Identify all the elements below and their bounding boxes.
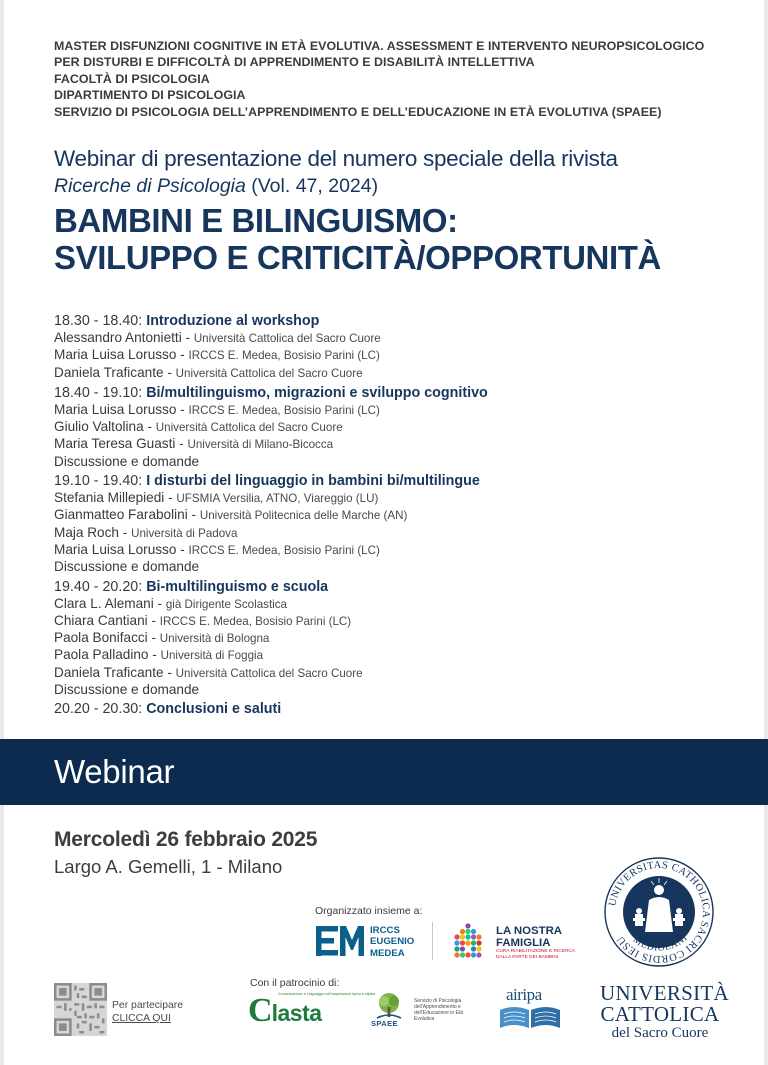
header-faculty: FACOLTÀ DI PSICOLOGIA <box>54 71 210 86</box>
speaker-separator: - <box>164 490 177 506</box>
speaker-name: Maria Teresa Guasti <box>54 436 176 452</box>
clasta-rest: lasta <box>271 1000 322 1026</box>
nostra-famiglia-tagline-1: CURA RIABILITAZIONE E RICERCA <box>496 949 576 954</box>
speaker-name: Paola Palladino <box>54 647 149 663</box>
speaker-name: Giulio Valtolina <box>54 419 144 435</box>
spaee-description: Servizio di Psicologia dell'Apprendimento e dell'Educazione in Età Evolutiva <box>414 998 464 1023</box>
header-master-line-2: PER DISTURBI E DIFFICOLTÀ DI APPRENDIMENTO E DISABILITÀ INTELLETTIVA <box>54 55 535 70</box>
session-time: 20.20 - 20.30: <box>54 701 147 718</box>
speaker-row <box>54 542 694 559</box>
nostra-famiglia-logo <box>448 922 576 962</box>
header-master-line-1: MASTER DISFUNZIONI COGNITIVE IN ETÀ EVOLUTIVA. ASSESSMENT E INTERVENTO NEUROPSICOLOGICO <box>54 39 705 53</box>
spaee-logo <box>371 992 491 1028</box>
program-session <box>54 313 694 382</box>
speaker-name: Chiara Cantiani <box>54 612 148 628</box>
speaker-row <box>54 330 694 347</box>
speaker-separator: - <box>176 347 189 363</box>
page-edge-left <box>0 0 4 1065</box>
speaker-name: Daniela Traficante <box>54 364 164 380</box>
speaker-affiliation: Università Cattolica del Sacro Cuore <box>175 366 363 380</box>
medea-logo <box>316 924 426 960</box>
medea-mark-icon <box>316 926 364 956</box>
open-book-icon <box>498 1004 562 1030</box>
discussion-item: Discussione e domande <box>54 453 200 469</box>
event-date: Mercoledì 26 febbraio 2025 <box>54 828 318 851</box>
session-title: Bi/multilinguismo, migrazioni e sviluppo cognitivo <box>146 384 488 401</box>
clasta-wordmark <box>248 994 322 1030</box>
organized-label: Organizzato insieme a: <box>315 905 423 917</box>
nostra-famiglia-line-1: LA NOSTRA <box>496 925 563 937</box>
university-seal <box>603 856 715 968</box>
journal-line <box>54 173 744 199</box>
speaker-separator: - <box>148 647 161 663</box>
speaker-affiliation: IRCCS E. Medea, Bosisio Parini (LC) <box>188 403 380 417</box>
program-list <box>54 313 694 721</box>
session-time: 18.40 - 19.10: <box>54 384 147 401</box>
seal-circular-textpath: UNIVERSITAS CATHOLICA SACRI CORDIS IESU <box>607 859 712 965</box>
speaker-name: Maria Luisa Lorusso <box>54 347 177 363</box>
participate-link[interactable]: CLICCA QUI <box>112 1013 171 1024</box>
speaker-row <box>54 596 694 613</box>
speaker-affiliation: Università Politecnica delle Marche (AN) <box>199 509 408 523</box>
journal-name: Ricerche di Psicologia <box>54 175 246 197</box>
speaker-separator: - <box>143 419 156 435</box>
speaker-name: Clara L. Alemani <box>54 595 154 611</box>
program-session <box>54 385 694 470</box>
session-time: 18.30 - 18.40: <box>54 313 147 329</box>
session-time: 19.10 - 19.40: <box>54 473 147 490</box>
speaker-row <box>54 419 694 436</box>
university-line-1: UNIVERSITÀ <box>600 981 729 1005</box>
discussion-item: Discussione e domande <box>54 559 200 575</box>
speaker-separator: - <box>163 364 176 380</box>
session-heading <box>54 579 694 596</box>
speaker-affiliation: Università di Foggia <box>160 649 264 663</box>
university-line-3: del Sacro Cuore <box>611 1025 709 1041</box>
speaker-separator: - <box>153 595 166 611</box>
session-heading <box>54 385 694 402</box>
speaker-name: Alessandro Antonietti <box>54 330 182 345</box>
university-line-2: CATTOLICA <box>600 1002 720 1026</box>
nostra-famiglia-tagline-2: DALLA PARTE DEI BAMBINI <box>496 954 559 960</box>
logo-separator <box>432 922 433 960</box>
program-session <box>54 473 694 575</box>
header-block <box>54 38 734 120</box>
program-session <box>54 579 694 699</box>
speaker-row <box>54 436 694 453</box>
program-session <box>54 701 694 718</box>
session-time: 19.40 - 20.20: <box>54 578 147 595</box>
session-title: Bi-multilinguismo e scuola <box>146 578 329 595</box>
speaker-name: Daniela Traficante <box>54 664 164 680</box>
speaker-name: Maja Roch <box>54 524 119 540</box>
clasta-tagline: Comunicazione e Linguaggio nell'acquisizione tipica e atipica <box>278 992 376 996</box>
house-dots-icon <box>448 922 488 960</box>
webinar-label: Webinar <box>54 753 175 790</box>
webinar-band <box>0 739 768 805</box>
subtitle-line: Webinar di presentazione del numero speciale della rivista <box>54 146 618 171</box>
spaee-acronym: SPAEE <box>371 1019 398 1028</box>
speaker-affiliation: Università Cattolica del Sacro Cuore <box>193 332 381 345</box>
session-title: I disturbi del linguaggio in bambini bi/multilingue <box>146 473 480 490</box>
main-title-line-1: BAMBINI E BILINGUISMO: <box>54 202 458 239</box>
speaker-separator: - <box>175 436 188 452</box>
speaker-name: Maria Luisa Lorusso <box>54 541 177 557</box>
discussion-item: Discussione e domande <box>54 682 200 698</box>
speaker-affiliation: Università di Bologna <box>159 632 270 646</box>
medea-text-1: IRCCS <box>370 925 400 936</box>
header-service: SERVIZIO DI PSICOLOGIA DELL’APPRENDIMENTO E DELL’EDUCAZIONE IN ETÀ EVOLUTIVA (SPAEE) <box>54 104 662 119</box>
medea-text <box>370 925 414 959</box>
speaker-separator: - <box>147 630 160 646</box>
session-heading <box>54 313 694 330</box>
clasta-logo <box>248 990 376 1030</box>
speaker-separator: - <box>176 541 189 557</box>
nostra-famiglia-line-2: FAMIGLIA <box>496 937 551 949</box>
speaker-row <box>54 347 694 364</box>
main-title-line-2: SVILUPPO E CRITICITÀ/OPPORTUNITÀ <box>54 239 661 276</box>
speaker-row <box>54 630 694 647</box>
speaker-separator: - <box>187 507 200 523</box>
speaker-row <box>54 647 694 664</box>
speaker-row <box>54 613 694 630</box>
speaker-row <box>54 490 694 507</box>
speaker-affiliation: già Dirigente Scolastica <box>165 597 287 611</box>
clasta-initial: C <box>248 992 272 1029</box>
nostra-famiglia-tagline <box>496 949 575 960</box>
nostra-famiglia-name <box>496 925 562 949</box>
speaker-affiliation: IRCCS E. Medea, Bosisio Parini (LC) <box>159 614 352 628</box>
participate-caption <box>112 999 183 1025</box>
speaker-name: Maria Luisa Lorusso <box>54 401 177 417</box>
speaker-separator: - <box>163 664 176 680</box>
medea-text-2: EUGENIO <box>370 936 415 948</box>
speaker-row <box>54 525 694 542</box>
patronage-label: Con il patrocinio di: <box>250 977 340 989</box>
speaker-affiliation: Università di Padova <box>131 526 238 540</box>
speaker-separator: - <box>118 524 132 540</box>
speaker-affiliation: IRCCS E. Medea, Bosisio Parini (LC) <box>188 543 380 557</box>
speaker-row <box>54 365 694 382</box>
title-block <box>54 144 744 276</box>
header-department: DIPARTIMENTO DI PSICOLOGIA <box>54 88 246 103</box>
session-heading <box>54 473 694 490</box>
speaker-separator: - <box>147 612 160 628</box>
session-title: Introduzione al workshop <box>146 313 320 329</box>
speaker-name: Stefania Millepiedi <box>54 490 165 506</box>
speaker-affiliation: IRCCS E. Medea, Bosisio Parini (LC) <box>188 349 380 363</box>
speaker-row <box>54 402 694 419</box>
speaker-name: Gianmatteo Farabolini <box>54 507 188 523</box>
speaker-affiliation: UFSMIA Versilia, ATNO, Viareggio (LU) <box>176 492 379 506</box>
speaker-separator: - <box>181 330 194 345</box>
airipa-name: airipa <box>506 985 542 1004</box>
speaker-name: Paola Bonifacci <box>54 630 148 646</box>
session-heading <box>54 701 694 718</box>
airipa-logo <box>498 985 564 1031</box>
speaker-separator: - <box>176 401 189 417</box>
speaker-affiliation: Università Cattolica del Sacro Cuore <box>155 421 343 435</box>
speaker-row <box>54 507 694 524</box>
participate-label: Per partecipare <box>112 1000 184 1011</box>
university-wordmark <box>600 981 729 1042</box>
page-edge-right <box>764 0 768 1065</box>
event-place: Largo A. Gemelli, 1 - Milano <box>54 856 283 877</box>
speaker-affiliation: Università di Milano-Bicocca <box>187 438 334 452</box>
session-title: Conclusioni e saluti <box>146 701 282 718</box>
qr-code[interactable] <box>54 983 107 1036</box>
seal-bottom-textpath: MEDIOLANI <box>630 932 691 954</box>
journal-volume: (Vol. 47, 2024) <box>245 175 379 197</box>
medea-text-3: MEDEA <box>370 947 405 959</box>
speaker-row <box>54 665 694 682</box>
speaker-affiliation: Università Cattolica del Sacro Cuore <box>175 666 363 680</box>
